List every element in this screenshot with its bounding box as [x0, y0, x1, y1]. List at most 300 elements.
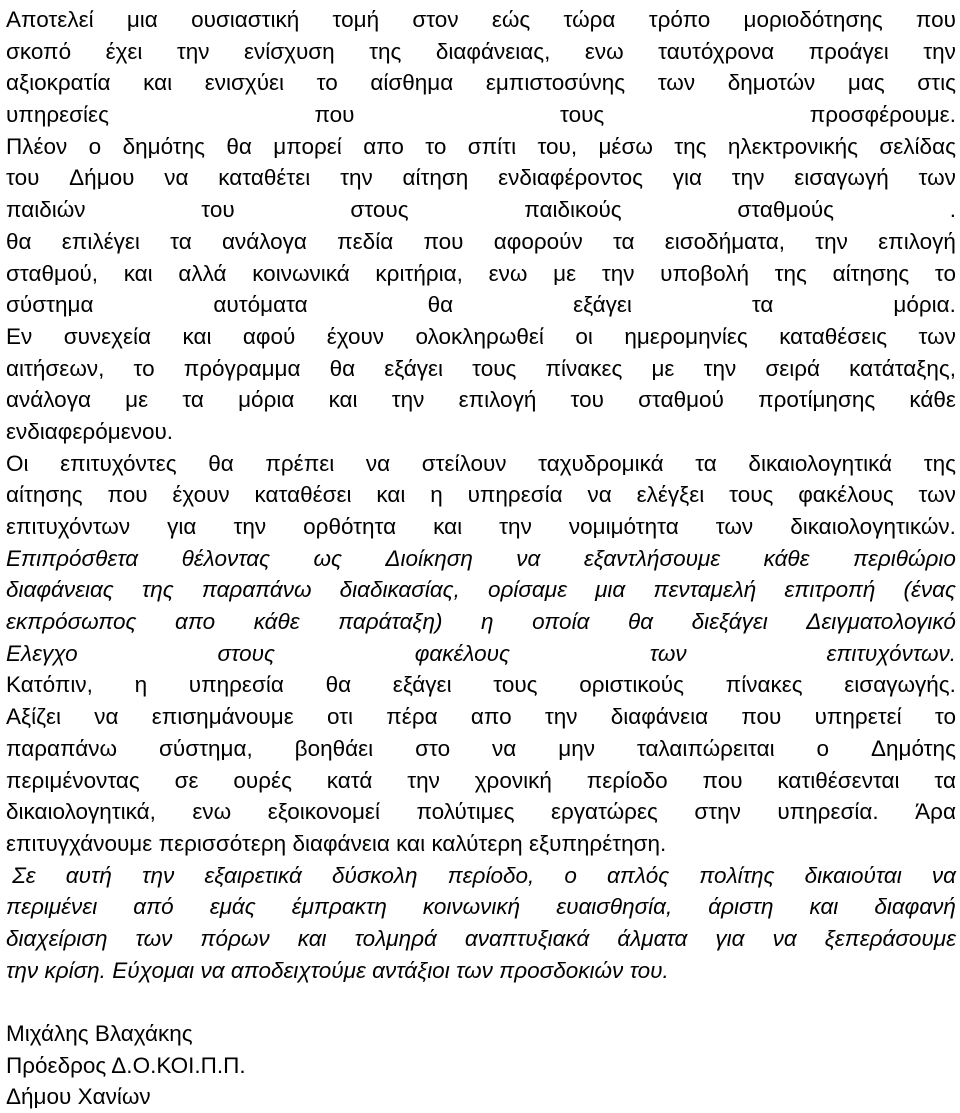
- document-body: [6, 4, 956, 986]
- word: και: [123, 260, 153, 286]
- word: την: [340, 165, 373, 191]
- word: απο: [363, 133, 404, 159]
- word: στις: [917, 70, 956, 96]
- word: ο: [564, 862, 577, 888]
- word: αντάξιοι: [372, 957, 450, 983]
- word: δημοτών: [727, 70, 816, 96]
- word: ενδιαφερόμενου.: [6, 418, 174, 444]
- word: τολμηρά: [354, 925, 437, 951]
- word: τους: [493, 672, 538, 698]
- word: με: [651, 355, 675, 381]
- word: τα: [170, 228, 192, 254]
- word: διαφανή: [874, 894, 956, 920]
- word: για: [715, 925, 745, 951]
- word: απλός: [607, 862, 670, 888]
- word: θα: [226, 133, 252, 159]
- word: την: [601, 260, 635, 286]
- word: και: [396, 830, 426, 856]
- text-line: [6, 638, 956, 670]
- word: κάθε: [763, 545, 810, 571]
- word: οτι: [326, 704, 354, 730]
- text-line: [6, 891, 956, 923]
- word: αυτόματα: [213, 292, 308, 318]
- word: που: [314, 102, 355, 128]
- word: πεδία: [337, 228, 394, 254]
- word: προτίμησης: [758, 387, 876, 413]
- word: άλματα: [617, 925, 688, 951]
- word: έμπρακτη: [291, 894, 387, 920]
- word: αφού: [242, 323, 296, 349]
- word: περίοδο,: [447, 862, 535, 888]
- word: έχουν: [172, 482, 230, 508]
- word: εξάγει: [384, 355, 444, 381]
- text-line: [6, 36, 956, 68]
- word: το: [133, 355, 155, 381]
- word: την: [923, 38, 956, 64]
- word: υπηρεσίες: [6, 102, 109, 128]
- word: υπηρεσία: [188, 672, 284, 698]
- word: το: [316, 70, 338, 96]
- word: του: [201, 197, 235, 223]
- word: επιτυχόντων.: [826, 640, 956, 666]
- word: σύστημα: [6, 292, 94, 318]
- paragraph: [6, 669, 956, 859]
- word: θα: [329, 355, 356, 381]
- text-line: [6, 321, 956, 353]
- word: Δειγματολογικό: [806, 609, 956, 635]
- word: .: [949, 197, 956, 223]
- word: αίτησης: [6, 482, 83, 508]
- word: της: [674, 133, 707, 159]
- text-line: [6, 194, 956, 226]
- word: και: [328, 387, 358, 413]
- word: εργατώρες: [550, 799, 658, 825]
- word: μια: [595, 577, 626, 603]
- word: περιμένει: [6, 894, 98, 920]
- word: εξαιρετικά: [204, 862, 302, 888]
- text-line: [6, 669, 956, 701]
- word: Αποτελεί: [6, 7, 94, 32]
- word: επιλέγει: [61, 228, 140, 254]
- word: συνεχεία: [63, 323, 152, 349]
- word: εισαγωγή: [794, 165, 889, 191]
- word: Ελεγχο: [6, 640, 78, 666]
- word: απο: [470, 704, 512, 730]
- paragraph: [6, 543, 956, 670]
- word: μέσω: [598, 133, 653, 159]
- text-line: [6, 448, 956, 480]
- word: στους: [350, 197, 409, 223]
- word: η: [430, 482, 443, 508]
- word: με: [125, 387, 149, 413]
- word: δικαιολογητικών.: [790, 514, 956, 539]
- word: θα: [6, 228, 32, 254]
- word: ταχυδρομικά: [538, 450, 664, 476]
- word: και: [143, 70, 173, 96]
- text-line: [6, 511, 956, 543]
- word: καταθέτει: [218, 165, 311, 191]
- word: μόρια.: [893, 292, 956, 318]
- word: διαφάνεια: [610, 704, 709, 730]
- word: τα: [934, 767, 956, 793]
- word: που: [107, 482, 148, 508]
- word: των: [918, 323, 956, 349]
- word: τους: [560, 102, 605, 128]
- word: θα: [325, 672, 352, 698]
- word: Κατόπιν,: [6, 672, 93, 698]
- word: αξιοκρατία: [6, 70, 111, 96]
- word: παιδικούς: [524, 197, 622, 223]
- word: Οι: [6, 450, 29, 476]
- word: οποία: [532, 609, 590, 635]
- word: του,: [537, 133, 578, 159]
- word: παραπάνω: [6, 735, 118, 761]
- document-page: [6, 4, 956, 1113]
- word: εξάγει: [392, 672, 452, 698]
- word: σελίδας: [879, 133, 956, 159]
- word: κάθε: [909, 387, 956, 413]
- word: τομή: [332, 7, 380, 32]
- word: επιλογή: [458, 387, 537, 413]
- word: την: [499, 514, 532, 539]
- word: μας: [847, 70, 885, 96]
- word: ενισχύει: [204, 70, 285, 96]
- word: περιθώριο: [852, 545, 956, 571]
- word: να: [164, 165, 189, 191]
- text-line: [6, 923, 956, 955]
- word: δικαιολογητικά: [748, 450, 893, 476]
- word: στείλουν: [421, 450, 507, 476]
- word: βοηθάει: [294, 735, 374, 761]
- word: Πλέον: [6, 133, 68, 159]
- word: μόρια: [238, 387, 295, 413]
- word: από: [133, 894, 174, 920]
- word: ορθότητα: [303, 514, 397, 539]
- word: εξάγει: [573, 292, 632, 318]
- word: άριστη: [708, 894, 774, 920]
- word: επισημάνουμε: [151, 704, 294, 730]
- word: η: [481, 609, 494, 635]
- word: διαφάνεια: [292, 830, 390, 856]
- word: Εν: [6, 323, 33, 349]
- word: που: [915, 7, 956, 32]
- word: ο: [88, 133, 102, 159]
- word: των: [657, 70, 696, 96]
- word: την: [391, 387, 425, 413]
- word: προάγει: [808, 38, 889, 64]
- text-line: [6, 162, 956, 194]
- word: Αξίζει: [6, 704, 62, 730]
- word: θα: [427, 292, 454, 318]
- word: καταθέσει: [254, 482, 352, 508]
- word: και: [297, 925, 327, 951]
- word: διαδικασίας,: [339, 577, 460, 603]
- word: σταθμούς: [737, 197, 834, 223]
- word: εξοικονομεί: [267, 799, 380, 825]
- word: στο: [415, 735, 451, 761]
- word: στην: [694, 799, 741, 825]
- word: ημερομηνίες: [624, 323, 748, 349]
- text-line: [6, 733, 956, 765]
- text-line: [6, 479, 956, 511]
- word: σπίτι: [467, 133, 517, 159]
- word: δύσκολη: [331, 862, 418, 888]
- word: την: [544, 704, 578, 730]
- word: θα: [627, 609, 654, 635]
- word: προσδοκιών: [499, 957, 624, 983]
- word: πενταμελή: [653, 577, 757, 603]
- word: των: [715, 514, 754, 539]
- word: σταθμού: [638, 387, 724, 413]
- word: επιλογή: [878, 228, 956, 254]
- word: (ένας: [903, 577, 956, 603]
- word: για: [672, 165, 703, 191]
- word: εξυπηρέτηση.: [528, 830, 667, 856]
- word: κοινωνικά: [252, 260, 350, 286]
- word: για: [167, 514, 197, 539]
- word: την: [815, 228, 848, 254]
- word: την: [233, 514, 267, 539]
- word: την: [407, 767, 440, 793]
- word: των: [918, 165, 956, 191]
- word: ταλαιπώρειται: [636, 735, 775, 761]
- word: καλύτερη: [431, 830, 523, 856]
- word: σε: [174, 767, 199, 793]
- word: τους: [472, 355, 517, 381]
- word: στους: [217, 640, 275, 666]
- text-line: [6, 574, 956, 606]
- word: της: [141, 577, 174, 603]
- word: οι: [575, 323, 593, 349]
- word: αλλά: [178, 260, 227, 286]
- word: ενδιαφέροντος: [498, 165, 643, 191]
- word: αίσθημα: [370, 70, 454, 96]
- word: διαφάνειας,: [435, 38, 551, 64]
- word: φακέλους: [414, 640, 510, 666]
- word: της: [923, 450, 956, 476]
- word: να: [587, 482, 612, 508]
- word: των: [456, 957, 493, 983]
- word: πολύτιμες: [416, 799, 515, 825]
- word: ενω: [584, 38, 624, 64]
- word: επιτυχόντων: [6, 514, 131, 539]
- text-line: [6, 353, 956, 385]
- word: αποδειχτούμε: [230, 957, 366, 983]
- word: Εύχομαι: [112, 957, 195, 983]
- word: υπηρεσία: [467, 482, 563, 508]
- word: της: [774, 260, 807, 286]
- word: θέλοντας: [181, 545, 271, 571]
- word: των: [918, 482, 956, 508]
- word: να: [492, 735, 517, 761]
- word: δικαιολογητικά,: [6, 799, 156, 825]
- word: επιτροπή: [784, 577, 876, 603]
- word: να: [94, 704, 119, 730]
- text-line: [6, 258, 956, 290]
- word: του: [6, 165, 40, 191]
- word: εμπιστοσύνης: [485, 70, 626, 96]
- word: εισαγωγής.: [844, 672, 956, 698]
- word: ενίσχυση: [244, 38, 335, 64]
- word: μπορεί: [273, 133, 342, 159]
- word: πολίτης: [699, 862, 775, 888]
- signature-name: Μιχάλης Βλαχάκης: [6, 1021, 193, 1046]
- word: την: [703, 355, 737, 381]
- text-line: [6, 955, 956, 987]
- word: περιμένοντας: [6, 767, 140, 793]
- word: διαφάνειας: [6, 577, 114, 603]
- word: πέρα: [386, 704, 438, 730]
- word: επιτυχόντες: [60, 450, 177, 476]
- word: να: [200, 957, 225, 983]
- word: οριστικούς: [579, 672, 684, 698]
- word: το: [934, 260, 956, 286]
- word: παραπάνω: [201, 577, 312, 603]
- text-line: [6, 796, 956, 828]
- word: σκοπό: [6, 38, 72, 64]
- word: μην: [558, 735, 595, 761]
- word: Δημότης: [870, 735, 956, 761]
- word: περισσότερη: [158, 830, 287, 856]
- word: που: [702, 767, 743, 793]
- word: Σε: [6, 862, 36, 888]
- word: ορίσαμε: [487, 577, 567, 603]
- word: το: [425, 133, 447, 159]
- word: ο: [816, 735, 830, 761]
- text-line: [6, 384, 956, 416]
- word: εισοδήματα,: [664, 228, 786, 254]
- word: την: [6, 957, 39, 983]
- word: στον: [412, 7, 459, 32]
- word: μια: [126, 7, 158, 32]
- word: να: [772, 925, 797, 951]
- word: να: [365, 450, 391, 476]
- word: υπηρεσία.: [777, 799, 879, 825]
- word: κριτήρια,: [375, 260, 463, 286]
- word: που: [423, 228, 464, 254]
- word: η: [134, 672, 148, 698]
- word: παιδιών: [6, 197, 86, 223]
- word: θα: [208, 450, 234, 476]
- word: Δήμου: [69, 165, 135, 191]
- word: ηλεκτρονικής: [727, 133, 859, 159]
- word: προσφέρουμε.: [809, 102, 956, 128]
- text-line: [6, 99, 956, 131]
- word: ταυτόχρονα: [658, 38, 775, 64]
- word: ενω: [192, 799, 232, 825]
- word: τα: [695, 450, 717, 476]
- word: έχουν: [326, 323, 385, 349]
- word: τα: [751, 292, 774, 318]
- word: διεξάγει: [691, 609, 768, 635]
- word: παράταξη): [338, 609, 443, 635]
- text-line: [6, 860, 956, 892]
- text-line: [6, 701, 956, 733]
- word: των: [649, 640, 687, 666]
- signature-block: [6, 1018, 956, 1113]
- word: ουσιαστική: [191, 7, 300, 32]
- word: εώς: [491, 7, 531, 32]
- paragraph: [6, 4, 956, 543]
- word: κάθε: [253, 609, 300, 635]
- word: αίτηση: [402, 165, 469, 191]
- word: εμάς: [209, 894, 256, 920]
- text-line: [6, 606, 956, 638]
- signature-spacer: [6, 986, 956, 1018]
- word: διαχείριση: [6, 925, 108, 951]
- word: δημότης: [122, 133, 206, 159]
- text-line: [6, 4, 956, 36]
- text-line: [6, 416, 956, 448]
- word: της: [369, 38, 402, 64]
- word: ενω: [488, 260, 528, 286]
- word: την: [142, 862, 175, 888]
- word: νομιμότητα: [568, 514, 679, 539]
- word: επιτυγχάνουμε: [6, 830, 153, 856]
- word: ουρές: [233, 767, 292, 793]
- word: κοινωνική: [422, 894, 521, 920]
- word: του.: [629, 957, 669, 983]
- text-line: [6, 543, 956, 575]
- word: Διοίκηση: [385, 545, 473, 571]
- word: τα: [612, 228, 635, 254]
- word: ανάλογα: [6, 387, 91, 413]
- text-line: [6, 765, 956, 797]
- word: κατιθέσενται: [777, 767, 900, 793]
- word: απο: [175, 609, 216, 635]
- word: δικαιούται: [804, 862, 902, 888]
- word: να: [516, 545, 541, 571]
- word: του: [570, 387, 604, 413]
- signature-title: Πρόεδρος Δ.Ο.ΚΟΙ.Π.Π.: [6, 1052, 246, 1078]
- text-line: [6, 67, 956, 99]
- word: και: [182, 323, 212, 349]
- text-line: [6, 226, 956, 258]
- word: σειρά: [765, 355, 821, 381]
- word: σύστημα,: [159, 735, 253, 761]
- word: κρίση.: [44, 957, 106, 983]
- word: έχει: [105, 38, 143, 64]
- word: που: [741, 704, 782, 730]
- word: και: [809, 894, 839, 920]
- word: πόρων: [200, 925, 270, 951]
- word: να: [931, 862, 956, 888]
- word: κατά: [326, 767, 373, 793]
- word: περίοδο: [586, 767, 668, 793]
- text-line: [6, 289, 956, 321]
- word: αιτήσεων,: [6, 355, 105, 381]
- word: των: [135, 925, 173, 951]
- word: την: [176, 38, 210, 64]
- word: αφορούν: [493, 228, 583, 254]
- word: αίτησης: [832, 260, 910, 286]
- word: εκπρόσωπος: [6, 609, 137, 635]
- word: το: [934, 704, 956, 730]
- word: Άρα: [915, 799, 956, 825]
- word: υπηρετεί: [814, 704, 902, 730]
- word: ολοκληρωθεί: [415, 323, 544, 349]
- word: πίνακες: [725, 672, 803, 698]
- word: ξεπεράσουμε: [824, 925, 956, 951]
- word: εξαντλήσουμε: [583, 545, 721, 571]
- word: ανάλογα: [221, 228, 307, 254]
- word: κατάταξης,: [849, 355, 956, 381]
- word: μοριοδότησης: [743, 7, 883, 32]
- signature-organization: Δήμου Χανίων: [6, 1084, 151, 1110]
- word: τώρα: [563, 7, 616, 32]
- word: και: [433, 514, 463, 539]
- word: αυτή: [65, 862, 112, 888]
